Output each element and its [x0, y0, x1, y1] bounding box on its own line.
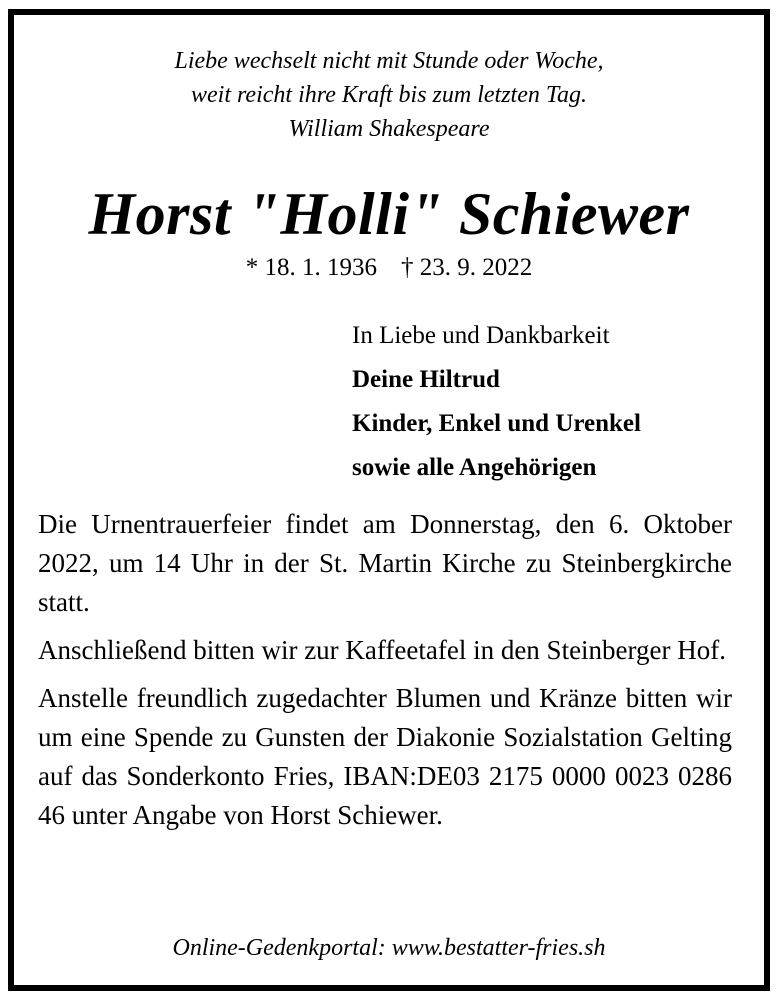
life-dates	[0, 254, 778, 282]
quote-author: William Shakespeare	[288, 116, 490, 142]
mourners-block	[352, 314, 641, 490]
death-date: † 23. 9. 2022	[401, 254, 533, 281]
quote-line-1: Liebe wechselt nicht mit Stunde oder Woche,	[174, 48, 604, 74]
notice-text	[38, 505, 732, 844]
quote-line-2: weit reicht ihre Kraft bis zum letzten Tag.	[190, 82, 587, 108]
mourners-intro: In Liebe und Dankbarkeit	[352, 322, 610, 349]
birth-date: * 18. 1. 1936	[245, 254, 377, 281]
mourner-spouse: Deine Hiltrud	[352, 366, 500, 393]
reception-paragraph: Anschließend bitten wir zur Kaffeetafel in den Steinberger Hof.	[38, 635, 727, 665]
funeral-service-paragraph: Die Urnentrauerfeier findet am Donnerstag, den 6. Oktober 2022, um 14 Uhr in der St. Martin Kirche zu Steinbergkirche statt.	[38, 509, 732, 617]
quote-block	[0, 44, 778, 146]
mourner-family: Kinder, Enkel und Urenkel	[352, 410, 641, 437]
donation-paragraph: Anstelle freundlich zugedachter Blumen und Kränze bitten wir um eine Spende zu Gunsten der Diakonie Sozialstation Gelting auf das Sonderkonto Fries, IBAN:DE03 2175 0000 0023 0286 46 unter Angabe von Horst Schiewer.	[38, 683, 732, 830]
memorial-portal-footer: Online-Gedenkportal: www.bestatter-fries.sh	[172, 935, 606, 961]
mourner-relatives: sowie alle Angehörigen	[352, 454, 597, 481]
deceased-name: Horst "Holli" Schiewer	[88, 181, 690, 247]
